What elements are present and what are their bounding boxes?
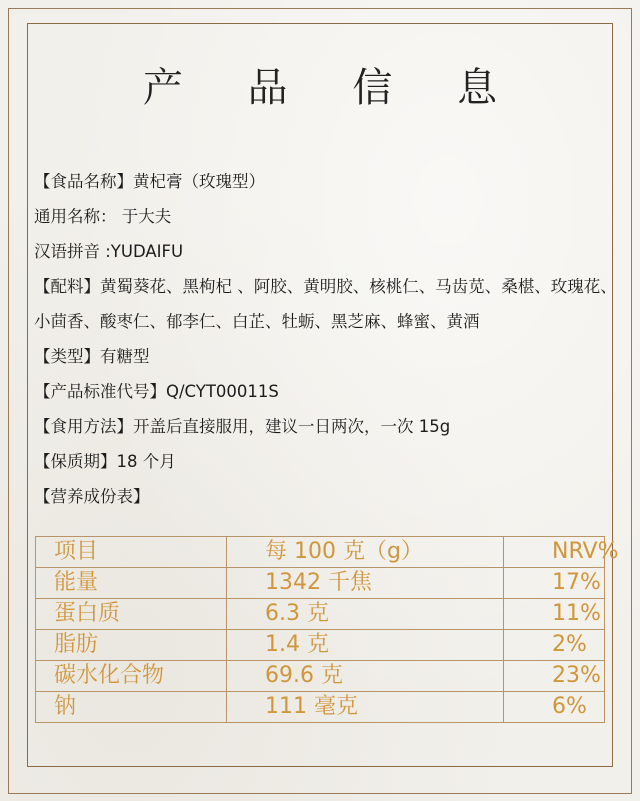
nutrient-nrv: 17% [504, 568, 605, 599]
pinyin-line: 汉语拼音 :YUDAIFU [34, 242, 184, 261]
nutrient-nrv: 6% [504, 692, 605, 723]
nutrient-amount: 111 毫克 [227, 692, 504, 723]
nutrient-name: 钠 [36, 692, 227, 723]
nutrition-table [35, 536, 619, 723]
header-nrv: NRV% [504, 537, 605, 568]
type-line: 【类型】有糖型 [34, 347, 150, 366]
usage-line: 【食用方法】开盖后直接服用，建议一日两次，一次 15g [34, 417, 451, 436]
header-item: 项目 [36, 537, 227, 568]
header-per-100g: 每 100 克（g） [227, 537, 504, 568]
shelf-life-line: 【保质期】18 个月 [34, 452, 176, 471]
nutrient-name: 能量 [36, 568, 227, 599]
nutrient-nrv: 2% [504, 630, 605, 661]
ingredients-line-2: 小茴香、酸枣仁、郁李仁、白芷、牡蛎、黑芝麻、蜂蜜、黄酒 [34, 312, 480, 331]
nutrient-name: 脂肪 [36, 630, 227, 661]
nutrient-nrv: 23% [504, 661, 605, 692]
table-row [36, 661, 605, 692]
table-row [36, 599, 605, 630]
nutrition-heading: 【营养成份表】 [34, 487, 150, 506]
common-name-line: 通用名称： 于大夫 [34, 207, 172, 226]
nutrient-amount: 6.3 克 [227, 599, 504, 630]
nutrient-amount: 1342 千焦 [227, 568, 504, 599]
table-row [36, 568, 605, 599]
standard-code-line: 【产品标准代号】Q/CYT00011S [34, 382, 279, 401]
nutrient-name: 蛋白质 [36, 599, 227, 630]
nutrient-nrv: 11% [504, 599, 605, 630]
page-title: 产 品 信 息 [142, 65, 524, 111]
table-header-row [36, 537, 605, 568]
ingredients-line-1: 【配料】黄蜀葵花、黑枸杞 、阿胶、黄明胶、核桃仁、马齿苋、桑椹、玫瑰花、 [34, 277, 617, 296]
table-row [36, 692, 605, 723]
nutrient-amount: 1.4 克 [227, 630, 504, 661]
nutrient-name: 碳水化合物 [36, 661, 227, 692]
food-name-line: 【食品名称】黄杞膏（玫瑰型） [34, 172, 265, 191]
nutrient-amount: 69.6 克 [227, 661, 504, 692]
table-row [36, 630, 605, 661]
product-info-list [34, 168, 624, 518]
